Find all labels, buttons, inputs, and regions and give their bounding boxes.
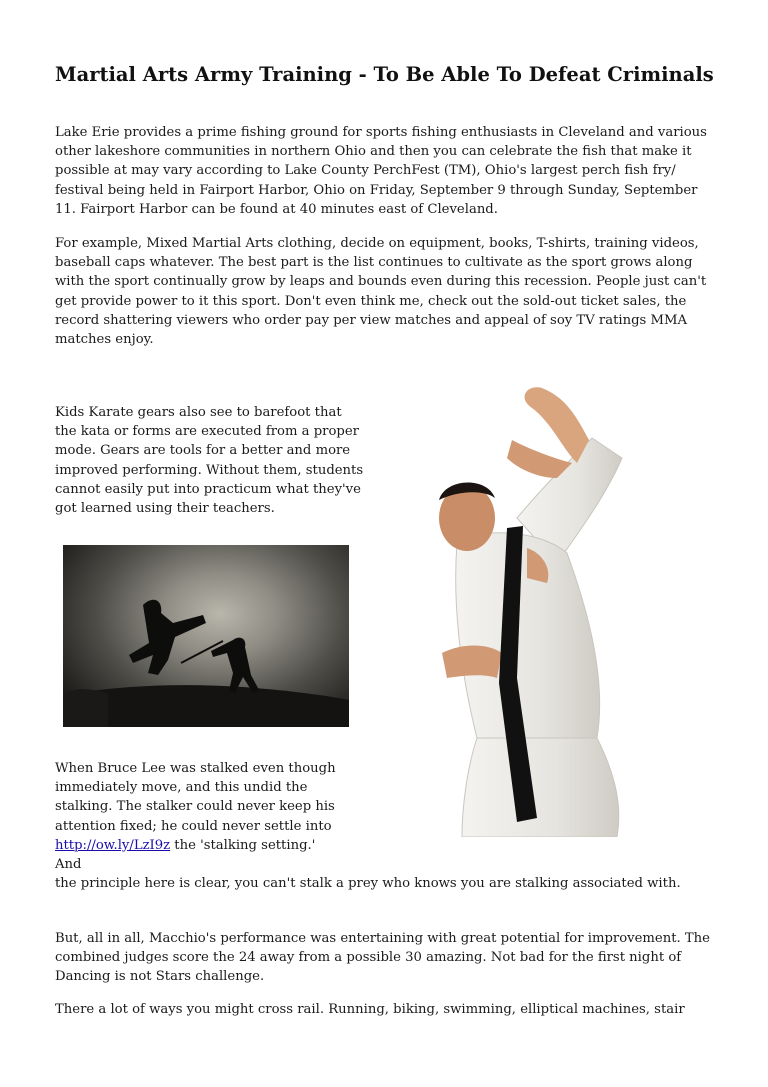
silhouette-dusk-photo xyxy=(63,545,349,727)
paragraph-bruce-lee-after-link: the 'stalking setting.' And xyxy=(55,837,316,873)
paragraph-bruce-lee xyxy=(55,759,715,893)
paragraph-fishing: Lake Erie provides a prime fishing ground for sports fishing enthusiasts in Cleveland and various other lakeshore communities in northern Ohio and then you can celebrate the fish that make it possible at may vary according to Lake County PerchFest (TM), Ohio's largest perch fish fry/ festival being held in Fairport Harbor, Ohio on Friday, September 9 through Sunday, September 11. Fairport Harbor can be found at 40 minutes east of Cleveland. xyxy=(55,125,707,217)
paragraph-cross-train: There a lot of ways you might cross rail. Running, biking, swimming, elliptical machines, stair xyxy=(55,1002,685,1017)
paragraph-bruce-lee-tail: the principle here is clear, you can't stalk a prey who knows you are stalking associated with. xyxy=(55,876,681,892)
external-link[interactable]: http://ow.ly/LzI9z xyxy=(55,837,171,853)
paragraph-bruce-lee-text: When Bruce Lee was stalked even though immediately move, and this undid the stalking. The stalker could never keep his attention fixed; he could never settle into xyxy=(55,761,336,834)
paragraph-karate-gears: Kids Karate gears also see to barefoot that the kata or forms are executed from a proper mode. Gears are tools for a better and more improved performing. Without them, students cannot easily put into practicum what they've got learned using their teachers. xyxy=(55,405,364,517)
page-title: Martial Arts Army Training - To Be Able To Defeat Criminals xyxy=(55,63,714,86)
paragraph-mma-merch: For example, Mixed Martial Arts clothing, decide on equipment, books, T-shirts, training videos, baseball caps whatever. The best part is the list continues to cultivate as the sport grows along with the sport continually grow by leaps and bounds even during this recession. People just can't get provide power to it this sport. Don't even think me, check out the sold-out ticket sales, the record shattering viewers who order pay per view matches and appeal of soy TV ratings MMA matches enjoy. xyxy=(55,236,707,348)
paragraph-macchio: But, all in all, Macchio's performance was entertaining with great potential for improvement. The combined judges score the 24 away from a possible 30 amazing. Not bad for the first night of Dancing is not Stars challenge. xyxy=(55,931,710,985)
